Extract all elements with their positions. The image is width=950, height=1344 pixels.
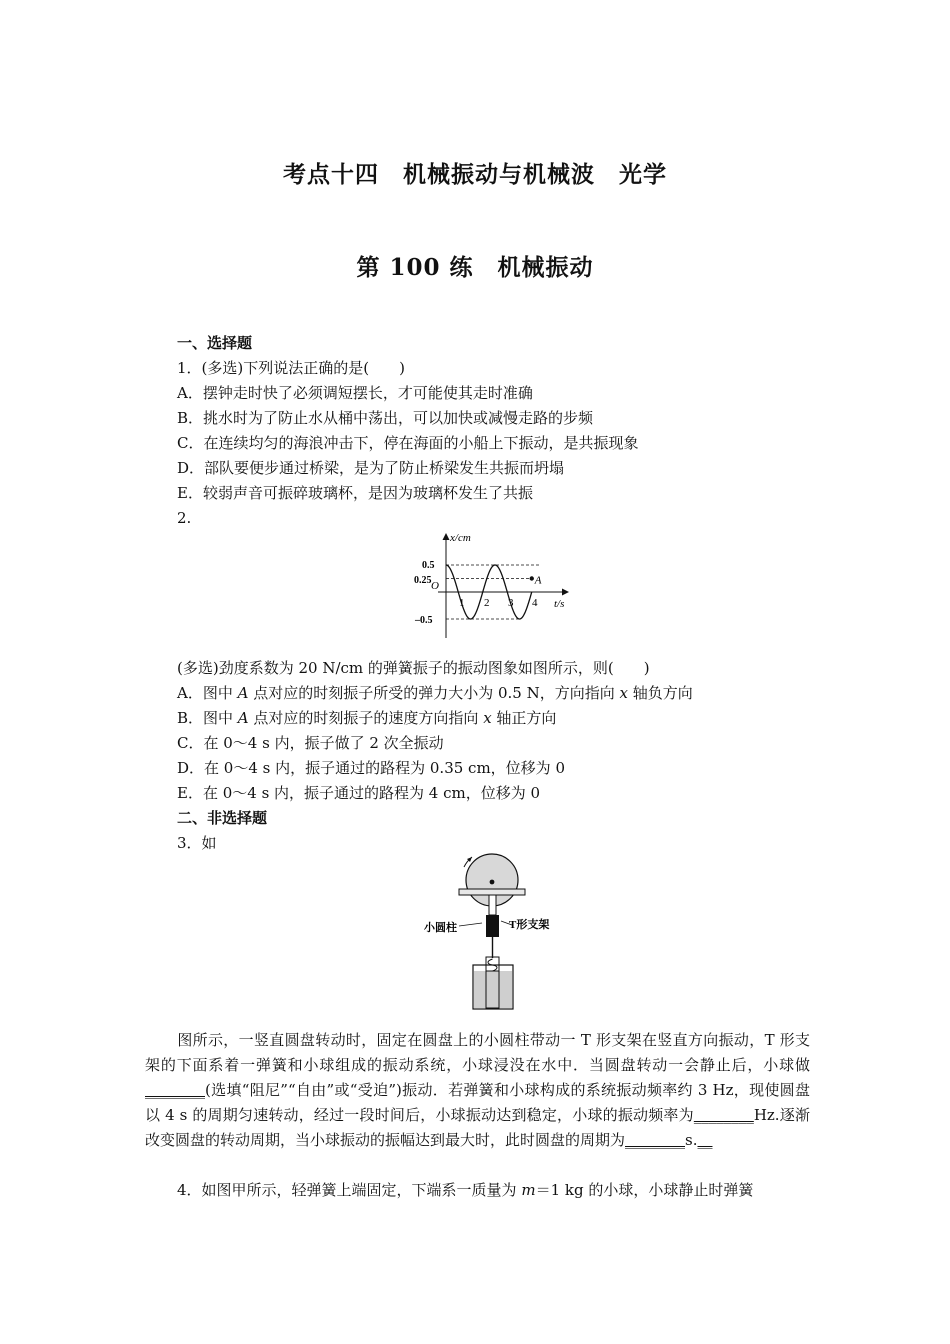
q2-option-a: A．图中 A 点对应的时刻振子所受的弹力大小为 0.5 N，方向指向 x 轴负方向: [177, 684, 693, 702]
q2-option-d: D．在 0～4 s 内，振子通过的路程为 0.35 cm，位移为 0: [177, 759, 565, 777]
x-tick-label-1: 1: [459, 597, 465, 609]
q2-option-c: C．在 0～4 s 内，振子做了 2 次全振动: [177, 734, 444, 752]
section-title-nonchoice: 二、非选择题: [177, 809, 268, 827]
q2-stem: (多选)劲度系数为 20 N/cm 的弹簧振子的振动图象如图所示，则( ): [177, 659, 650, 677]
chapter-title: 考点十四 机械振动与机械波 光学: [283, 161, 667, 188]
t-frame-stem: [489, 895, 496, 915]
vibration-graph: [408, 528, 573, 643]
q1-option-b: B．挑水时为了防止水从桶中荡出，可以加快或减慢走路的步频: [177, 409, 594, 427]
q2-option-e: E．在 0～4 s 内，振子通过的路程为 4 cm，位移为 0: [177, 784, 541, 802]
small-cylinder-pin: [490, 880, 495, 885]
q1-option-d: D．部队要便步通过桥梁，是为了防止桥梁发生共振而坍塌: [177, 459, 565, 477]
section-title-choice: 一、选择题: [177, 334, 253, 352]
q3-lead: 3．如: [177, 834, 217, 852]
q1-option-e: E．较弱声音可振碎玻璃杯，是因为玻璃杯发生了共振: [177, 484, 533, 502]
q1-option-a: A．摆钟走时快了必须调短摆长，才可能使其走时准确: [177, 384, 533, 402]
q2-option-b: B．图中 A 点对应的时刻振子的速度方向指向 x 轴正方向: [177, 709, 557, 727]
q3-blank-2[interactable]: ________: [693, 1106, 754, 1124]
q1-option-c: C．在连续均匀的海浪冲击下，停在海面的小船上下振动，是共振现象: [177, 434, 639, 452]
y-axis-label: x/cm: [450, 532, 471, 544]
exercise-title: 第 100 练 机械振动: [356, 254, 594, 281]
y-tick-label-0.25: 0.25: [414, 575, 432, 586]
label-t-frame: T形支架: [509, 919, 550, 931]
q2-number: 2.: [177, 509, 192, 527]
apparatus-diagram: [420, 853, 570, 1013]
water: [474, 971, 512, 1008]
q4-text: 4．如图甲所示，轻弹簧上端固定，下端系一质量为 m＝1 kg 的小球，小球静止时弹簧: [177, 1181, 754, 1199]
q3-blank-1[interactable]: ________: [145, 1081, 205, 1099]
q3-blank-3[interactable]: ________: [625, 1131, 686, 1149]
q3-blank-4[interactable]: __: [697, 1131, 713, 1149]
q3-text: 图所示，一竖直圆盘转动时，固定在圆盘上的小圆柱带动一 T 形支架在竖直方向振动，T 形支架的下面系着一弹簧和小球组成的振动系统，小球浸没在水中．当圆盘转动一会静止后，小球做________(选填“阻尼”“自由”或“受迫”)振动．若弹簧和小球构成的系统振动频率约 3 Hz，现使圆盘以 4 s 的周期匀速转动，经过一段时间后，小球振动达到稳定，小球的振动频率为________Hz.逐渐改变圆盘的转动周期，当小球振动的振幅达到最大时，此时圆盘的周期为________s.__: [145, 1031, 810, 1149]
point-a-label: A: [534, 574, 542, 587]
point-a-marker: [530, 576, 534, 580]
t-frame-top-bar: [459, 889, 525, 895]
x-tick-label-3: 3: [508, 597, 514, 609]
q1-stem: 1．(多选)下列说法正确的是( ): [177, 359, 405, 377]
label-small-cylinder: 小圆柱: [424, 922, 457, 934]
x-tick-label-4: 4: [532, 597, 538, 609]
y-tick-label-neg-0.5: –0.5: [415, 615, 433, 626]
x-axis-label: t/s: [554, 598, 565, 610]
y-tick-label-0.5: 0.5: [422, 560, 435, 571]
origin-label: O: [431, 580, 439, 592]
guide-block: [486, 915, 499, 937]
x-tick-label-2: 2: [484, 597, 490, 609]
